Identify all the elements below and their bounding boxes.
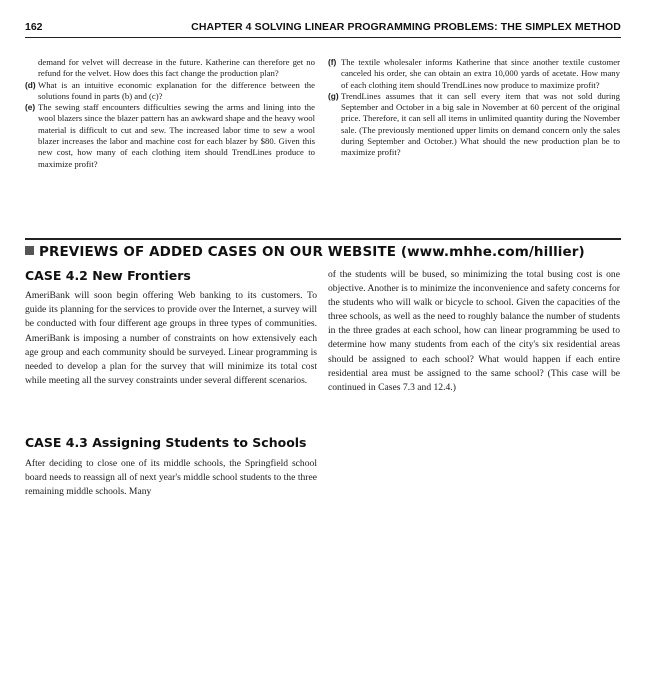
- problem-f-text: The textile wholesaler informs Katherine that since another textile customer canceled his order, she can obtain an extra 10,000 yards of acetate. How many of each clothing item should TrendLines now produce to maximize profit?: [341, 57, 620, 90]
- problem-d-text: What is an intuitive economic explanation for the difference between the solutions found in parts (b) and (c)?: [38, 79, 315, 101]
- square-bullet-icon: [25, 246, 34, 255]
- section-rule: [25, 238, 621, 240]
- chapter-title: CHAPTER 4 SOLVING LINEAR PROGRAMMING PROBLEMS: THE SIMPLEX METHOD: [191, 21, 621, 33]
- page-number: 162: [25, 21, 43, 33]
- section-heading: [25, 244, 625, 260]
- problem-e-text: The sewing staff encounters difficulties sewing the arms and lining into the wool blazers since the blazer pattern has an awkward shape and the heavy wool material is difficult to cut and sew. The increased labor time to sew a wool blazer increases the labor and machine cost for each blazer by $80. Given this new cost, how many of each clothing item should TrendLines produce to maximize profit?: [38, 102, 315, 169]
- problem-g-text: TrendLines assumes that it can sell every item that was not sold during September and October in a big sale in November at 60 percent of the original price. Therefore, it can sell all items in unlimited quantity during the November sale. (The previously mentioned upper limits on demand concern only the sales during September and October.) What should the new production plan be to maximize profit?: [341, 90, 620, 158]
- case-4-3-body: [25, 457, 317, 500]
- problem-d-label: (d): [25, 79, 36, 90]
- problem-f: [328, 57, 620, 91]
- problem-g: [328, 91, 620, 159]
- problem-g-label: (g): [328, 90, 339, 101]
- problem-d: [25, 80, 315, 103]
- problems-left-column: [25, 57, 315, 170]
- problems-right-column: [328, 57, 620, 159]
- running-header: [25, 21, 621, 37]
- case-4-2-body: [25, 289, 317, 388]
- problem-c-continuation: demand for velvet will decrease in the future. Katherine can therefore get no refund for the velvet. How does this fact change the production plan?: [38, 57, 315, 79]
- case-4-3-continuation: [328, 268, 620, 395]
- section-heading-text: PREVIEWS OF ADDED CASES ON OUR WEBSITE (www.mhhe.com/hillier): [39, 244, 585, 260]
- case-4-2-title: CASE 4.2 New Frontiers: [25, 268, 191, 283]
- problem-e: [25, 102, 315, 170]
- problem-f-label: (f): [328, 57, 337, 67]
- header-rule: [25, 37, 621, 38]
- case-4-2-text: AmeriBank will soon begin offering Web banking to its customers. To guide its planning for the services to provide over the Internet, a survey will be conducted with four different age groups in three types of communities. AmeriBank is imposing a number of constraints on how extensively each age group and each community should be surveyed. Linear programming is needed to develop a plan for the survey that will minimize its total cost while meeting all the survey constraints under several different scenarios.: [25, 290, 317, 387]
- case-4-3-text: After deciding to close one of its middle schools, the Springfield school board needs to reassign all of next year's middle school students to the three remaining middle schools. Many: [25, 458, 317, 498]
- case-4-3-continuation-text: of the students will be bused, so minimizing the total busing cost is one objective. Another is to minimize the inconvenience and safety concerns for the students who will walk or bicycle to school. Given the capacities of the three schools, as well as the need to roughly balance the number of students in the three grades at each school, how can linear programming be used to determine how many students from each of the city's six residential areas should be assigned to each school? What would happen if each entire residential area must be assigned to the same school? (This case will be continued in Cases 7.3 and 12.4.): [328, 269, 620, 393]
- problem-e-label: (e): [25, 102, 36, 113]
- case-4-3-title: CASE 4.3 Assigning Students to Schools: [25, 435, 307, 450]
